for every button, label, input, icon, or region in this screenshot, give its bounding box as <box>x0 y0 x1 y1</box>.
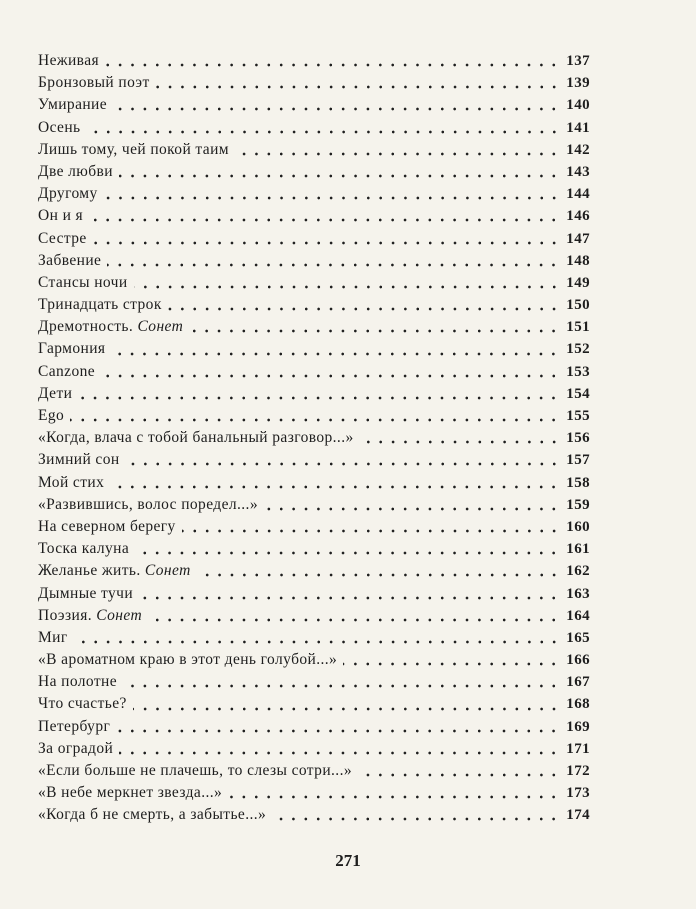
entry-page-number: 164 <box>566 607 590 624</box>
toc-entry <box>38 316 590 338</box>
toc-entry <box>38 72 590 94</box>
entry-title <box>38 738 119 760</box>
entry-title <box>38 472 110 494</box>
entry-title-text: Петербург <box>38 717 111 735</box>
entry-page-number: 163 <box>566 585 590 602</box>
entry-title <box>38 804 272 826</box>
entry-title-text: Забвение <box>38 251 102 269</box>
entry-title <box>38 117 87 139</box>
entry-title-text: «Когда б не смерть, а забытье...» <box>38 806 267 824</box>
dot-leader <box>358 773 560 777</box>
entry-page-number: 167 <box>566 674 590 691</box>
toc-entry <box>38 161 590 183</box>
entry-title-text: Стансы ночи <box>38 273 128 291</box>
toc-entry <box>38 693 590 715</box>
toc-entry <box>38 494 590 516</box>
dot-leader <box>272 817 560 821</box>
dot-leader <box>93 241 560 245</box>
entry-title-text: За оградой <box>38 739 114 757</box>
entry-title <box>38 782 228 804</box>
entry-title <box>38 361 101 383</box>
entry-title <box>38 338 111 360</box>
entry-title-text: Осень <box>38 118 81 136</box>
entry-title-text: Лишь тому, чей покой таим <box>38 140 229 158</box>
table-of-contents <box>38 50 590 827</box>
entry-page-number: 171 <box>566 740 590 757</box>
entry-title <box>38 405 70 427</box>
toc-entry <box>38 671 590 693</box>
toc-entry <box>38 738 590 760</box>
dot-leader <box>70 418 560 422</box>
entry-title <box>38 72 156 94</box>
toc-entry <box>38 782 590 804</box>
entry-page-number: 143 <box>566 163 590 180</box>
entry-title-text: Умирание <box>38 96 108 114</box>
entry-title-text: Мой стих <box>38 473 105 491</box>
entry-page-number: 172 <box>566 763 590 779</box>
entry-title-text: На полотне <box>38 673 118 691</box>
dot-leader <box>182 529 560 533</box>
entry-title <box>38 50 105 72</box>
dot-leader <box>134 285 560 289</box>
dot-leader <box>119 174 560 178</box>
entry-title <box>38 427 360 449</box>
dot-leader <box>228 795 560 799</box>
toc-entry <box>38 405 590 427</box>
toc-entry <box>38 183 590 205</box>
toc-entry <box>38 627 590 649</box>
dot-leader <box>104 196 560 200</box>
toc-entry <box>38 205 590 227</box>
entry-title-text: «Когда, влача с тобой банальный разговор...» <box>38 429 354 447</box>
toc-entry <box>38 804 590 826</box>
dot-leader <box>126 462 560 466</box>
dot-leader <box>74 640 560 644</box>
dot-leader <box>156 85 560 89</box>
entry-page-number: 156 <box>566 430 590 447</box>
dot-leader <box>235 152 560 156</box>
dot-leader <box>105 63 560 67</box>
dot-leader <box>343 662 560 666</box>
toc-entry <box>38 338 590 360</box>
entry-title <box>38 383 78 405</box>
toc-entry <box>38 294 590 316</box>
page-number: 271 <box>335 851 361 870</box>
dot-leader <box>197 573 560 577</box>
toc-entry <box>38 272 590 294</box>
entry-genre: Сонет <box>96 606 143 624</box>
entry-page-number: 166 <box>566 652 590 669</box>
entry-title <box>38 316 189 338</box>
entry-title <box>38 205 89 227</box>
entry-title <box>38 494 264 516</box>
entry-title <box>38 94 113 116</box>
entry-title <box>38 560 197 582</box>
toc-entry <box>38 117 590 139</box>
toc-entry <box>38 516 590 538</box>
entry-title-text: Зимний сон <box>38 451 120 469</box>
dot-leader <box>139 596 560 600</box>
entry-title <box>38 161 119 183</box>
toc-entry <box>38 383 590 405</box>
entry-title-text: Canzone <box>38 362 96 380</box>
entry-title-text: «В небе меркнет звезда...» <box>38 784 223 802</box>
entry-page-number: 146 <box>566 208 590 225</box>
entry-title-text: Дремотность. <box>38 318 134 336</box>
toc-entry <box>38 427 590 449</box>
entry-title <box>38 516 182 538</box>
entry-title-text: Тоска калуна <box>38 540 130 558</box>
dot-leader <box>360 440 560 444</box>
entry-page-number: 150 <box>566 297 590 314</box>
dot-leader <box>168 307 560 311</box>
entry-title <box>38 583 139 605</box>
dot-leader <box>133 707 560 711</box>
entry-page-number: 149 <box>566 274 590 291</box>
entry-page-number: 162 <box>566 563 590 580</box>
dot-leader <box>123 684 560 688</box>
entry-title <box>38 449 126 471</box>
toc-entry <box>38 139 590 161</box>
entry-title-text: На северном берегу <box>38 517 176 535</box>
toc-entry <box>38 94 590 116</box>
dot-leader <box>111 352 560 356</box>
entry-page-number: 147 <box>566 230 590 247</box>
dot-leader <box>264 507 560 511</box>
entry-title <box>38 139 235 161</box>
dot-leader <box>107 263 560 267</box>
entry-title-text: Тринадцать строк <box>38 296 162 314</box>
entry-page-number: 173 <box>566 785 590 802</box>
entry-title <box>38 693 133 715</box>
entry-page-number: 159 <box>566 496 590 513</box>
toc-entry <box>38 50 590 72</box>
entry-title <box>38 716 116 738</box>
entry-title-text: «Развившись, волос поредел...» <box>38 495 258 513</box>
entry-title-text: Что счастье? <box>38 695 127 713</box>
dot-leader <box>101 374 560 378</box>
entry-page-number: 137 <box>566 53 590 69</box>
entry-page-number: 165 <box>566 629 590 646</box>
entry-title <box>38 649 343 671</box>
entry-title-text: Бронзовый поэт <box>38 74 150 92</box>
entry-genre: Сонет <box>137 318 184 336</box>
toc-entry <box>38 472 590 494</box>
entry-title <box>38 760 358 782</box>
entry-page-number: 155 <box>566 408 590 424</box>
entry-page-number: 142 <box>566 141 590 158</box>
dot-leader <box>119 751 560 755</box>
entry-page-number: 168 <box>566 696 590 713</box>
dot-leader <box>110 485 560 489</box>
entry-page-number: 161 <box>566 541 590 558</box>
toc-entry <box>38 449 590 471</box>
entry-page-number: 157 <box>566 452 590 469</box>
entry-title-text: Поэзия. <box>38 606 93 624</box>
toc-entry <box>38 538 590 560</box>
entry-title <box>38 228 93 250</box>
entry-title-text: «Если больше не плачешь, то слезы сотри...» <box>38 762 352 779</box>
dot-leader <box>87 130 560 134</box>
toc-entry <box>38 361 590 383</box>
toc-entry <box>38 250 590 272</box>
toc-entry <box>38 760 590 782</box>
toc-entry <box>38 716 590 738</box>
toc-entry <box>38 649 590 671</box>
entry-title <box>38 538 135 560</box>
entry-page-number: 140 <box>566 97 590 114</box>
dot-leader <box>116 729 560 733</box>
entry-title <box>38 671 123 693</box>
entry-page-number: 152 <box>566 341 590 358</box>
entry-title-text: Другому <box>38 185 98 203</box>
dot-leader <box>189 329 560 333</box>
entry-page-number: 151 <box>566 319 590 336</box>
entry-title-text: Ego <box>38 407 65 424</box>
toc-entry <box>38 560 590 582</box>
entry-title-text: Желанье жить. <box>38 562 141 580</box>
entry-title-text: Дети <box>38 384 73 402</box>
dot-leader <box>89 218 560 222</box>
dot-leader <box>148 618 560 622</box>
entry-title-text: «В ароматном краю в этот день голубой...» <box>38 651 338 669</box>
dot-leader <box>135 551 560 555</box>
entry-title-text: Гармония <box>38 340 106 358</box>
entry-title <box>38 294 168 316</box>
entry-title <box>38 250 107 272</box>
entry-page-number: 153 <box>566 363 590 380</box>
dot-leader <box>113 107 560 111</box>
entry-title <box>38 605 148 627</box>
entry-page-number: 148 <box>566 252 590 269</box>
entry-page-number: 160 <box>566 518 590 535</box>
entry-title-text: Он и я <box>38 207 84 225</box>
entry-title <box>38 627 74 649</box>
entry-page-number: 154 <box>566 385 590 402</box>
entry-page-number: 141 <box>566 119 590 136</box>
entry-title-text: Неживая <box>38 52 100 69</box>
entry-page-number: 158 <box>566 474 590 491</box>
toc-entry <box>38 583 590 605</box>
entry-title-text: Миг <box>38 628 68 646</box>
entry-page-number: 139 <box>566 75 590 92</box>
entry-genre: Сонет <box>144 562 191 580</box>
entry-title <box>38 272 134 294</box>
toc-entry <box>38 605 590 627</box>
entry-page-number: 169 <box>566 718 590 735</box>
dot-leader <box>78 396 560 400</box>
entry-title-text: Дымные тучи <box>38 584 134 602</box>
entry-title-text: Две любви <box>38 162 113 180</box>
entry-page-number: 174 <box>566 807 590 824</box>
toc-entry <box>38 228 590 250</box>
entry-title-text: Сестре <box>38 229 87 247</box>
entry-page-number: 144 <box>566 186 590 203</box>
entry-title <box>38 183 104 205</box>
